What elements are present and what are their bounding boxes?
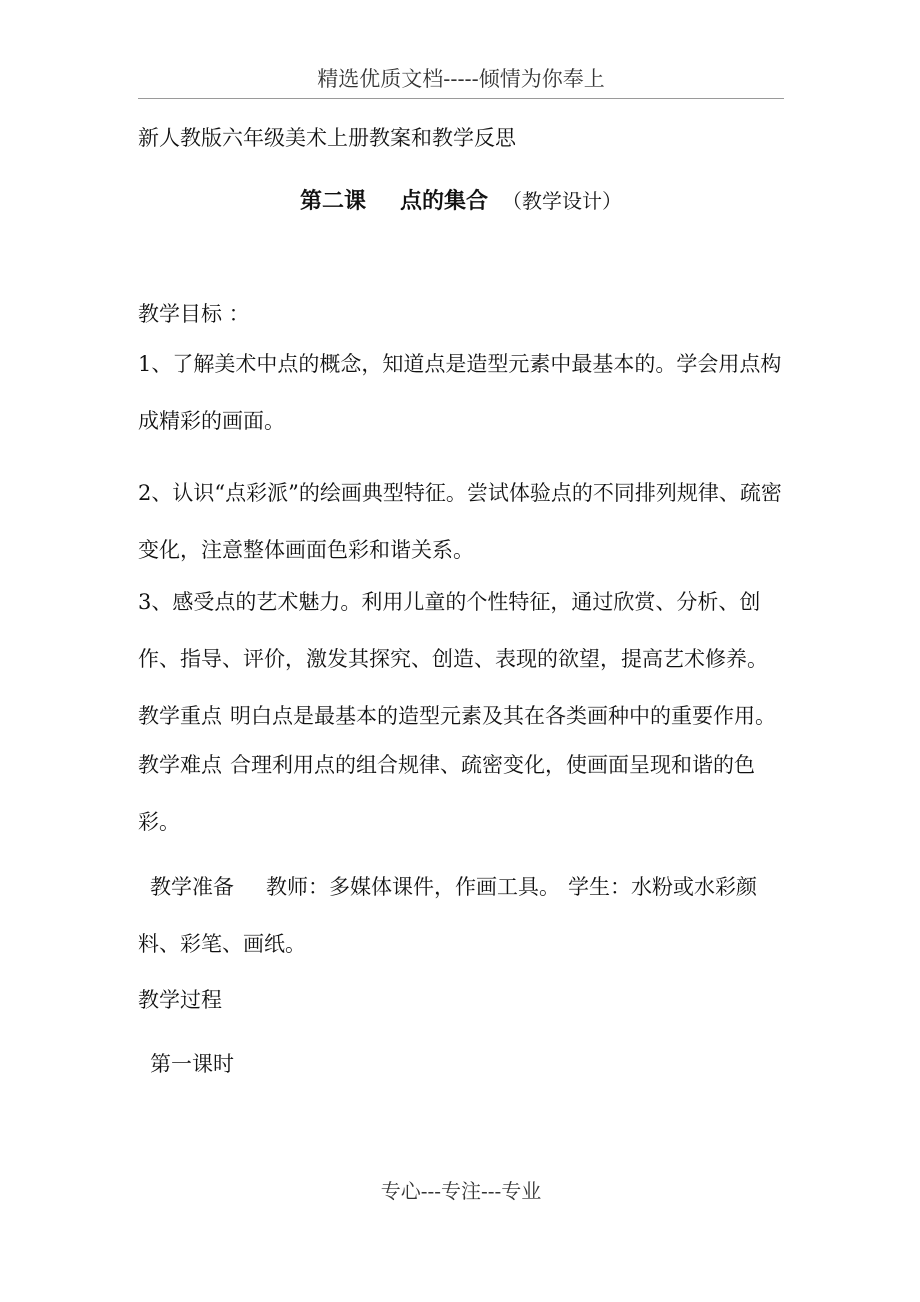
objective-item-3: 3、感受点的艺术魅力。利用儿童的个性特征，通过欣赏、分析、创作、指导、评价，激发其探究、创造、表现的欲望，提高艺术修养。 <box>138 590 768 671</box>
lesson-name: 点的集合 <box>400 188 489 214</box>
preparation-student: 学生：水粉或水彩颜料、彩笔、画纸。 <box>138 875 757 956</box>
difficulty-label: 教学难点 <box>138 753 222 777</box>
key-point-label: 教学重点 <box>138 704 222 728</box>
preparation-label: 教学准备 <box>150 875 234 899</box>
preparation <box>138 859 792 973</box>
page-header: 精选优质文档-----倾情为你奉上 <box>317 67 605 91</box>
difficulty-text: 合理利用点的组合规律、疏密变化，使画面呈现和谐的色彩。 <box>138 753 755 834</box>
objectives-heading: 教学目标 ： <box>138 302 250 326</box>
lesson-number: 第二课 <box>299 188 366 214</box>
process-period: 第一课时 <box>150 1052 234 1076</box>
objective-item-2: 2、认识“点彩派”的绘画典型特征。尝试体验点的不同排列规律、疏密变化，注意整体画面色彩和谐关系。 <box>138 481 782 562</box>
header-divider <box>138 98 784 99</box>
document-title: 新人教版六年级美术上册教案和教学反思 <box>138 126 516 150</box>
page-footer: 专心---专注---专业 <box>380 1179 542 1203</box>
preparation-teacher: 教师：多媒体课件，作画工具。 <box>266 875 560 899</box>
difficulty <box>138 737 792 851</box>
key-point <box>138 701 776 731</box>
process-heading: 教学过程 <box>138 988 222 1012</box>
lesson-title <box>138 185 784 218</box>
objective-item-1: 1、了解美术中点的概念，知道点是造型元素中最基本的。学会用点构成精彩的画面。 <box>138 352 782 433</box>
key-point-text: 明白点是最基本的造型元素及其在各类画种中的重要作用。 <box>230 704 776 728</box>
lesson-subtitle: （教学设计） <box>502 189 623 213</box>
